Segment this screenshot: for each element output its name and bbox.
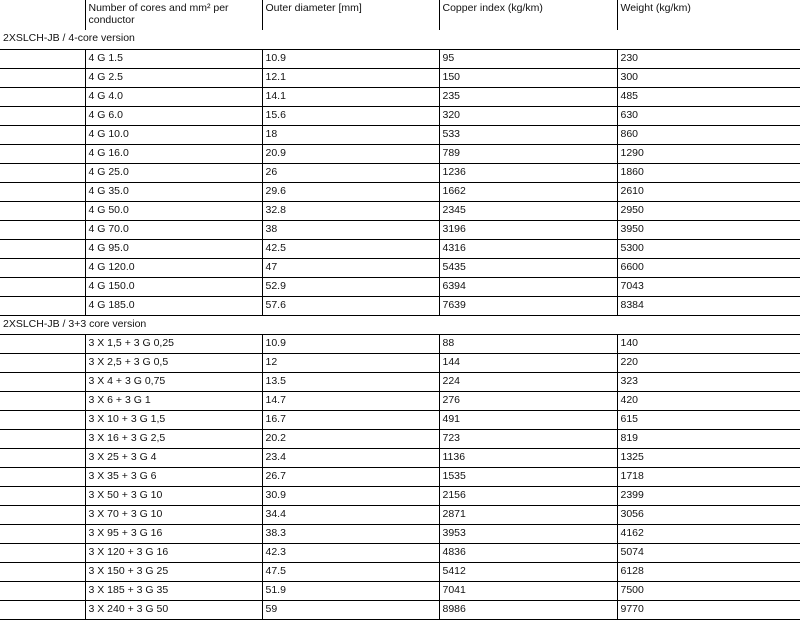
cell-weight: 230 (617, 49, 800, 68)
row-spacer (0, 277, 85, 296)
cell-copper-index: 144 (439, 353, 617, 372)
cell-copper-index: 6394 (439, 277, 617, 296)
row-spacer (0, 258, 85, 277)
cell-weight: 8384 (617, 296, 800, 315)
section-row (0, 30, 800, 49)
header-cores: Number of cores and mm² per conductor (85, 0, 262, 30)
row-spacer (0, 125, 85, 144)
cell-cores: 4 G 25.0 (85, 163, 262, 182)
cell-copper-index: 5412 (439, 562, 617, 581)
cell-outer-diameter: 23.4 (262, 448, 439, 467)
cell-weight: 1290 (617, 144, 800, 163)
table-row (0, 334, 800, 353)
cell-weight: 6128 (617, 562, 800, 581)
cell-weight: 9770 (617, 600, 800, 619)
row-spacer (0, 296, 85, 315)
cell-cores: 4 G 4.0 (85, 87, 262, 106)
cell-copper-index: 88 (439, 334, 617, 353)
table-row (0, 277, 800, 296)
row-spacer (0, 182, 85, 201)
cell-outer-diameter: 47.5 (262, 562, 439, 581)
cell-copper-index: 95 (439, 49, 617, 68)
cell-weight: 1718 (617, 467, 800, 486)
cell-copper-index: 320 (439, 106, 617, 125)
cell-copper-index: 235 (439, 87, 617, 106)
row-spacer (0, 391, 85, 410)
cell-outer-diameter: 26 (262, 163, 439, 182)
cell-weight: 630 (617, 106, 800, 125)
row-spacer (0, 486, 85, 505)
row-spacer (0, 144, 85, 163)
table-row (0, 239, 800, 258)
header-weight: Weight (kg/km) (617, 0, 800, 30)
cell-weight: 5074 (617, 543, 800, 562)
row-spacer (0, 334, 85, 353)
cell-cores: 4 G 2.5 (85, 68, 262, 87)
cell-weight: 3950 (617, 220, 800, 239)
header-outer-diameter: Outer diameter [mm] (262, 0, 439, 30)
cell-weight: 615 (617, 410, 800, 429)
cell-weight: 7043 (617, 277, 800, 296)
cell-cores: 3 X 120 + 3 G 16 (85, 543, 262, 562)
cell-outer-diameter: 14.7 (262, 391, 439, 410)
cell-outer-diameter: 20.9 (262, 144, 439, 163)
row-spacer (0, 353, 85, 372)
table-row (0, 543, 800, 562)
cell-copper-index: 7041 (439, 581, 617, 600)
cell-outer-diameter: 38.3 (262, 524, 439, 543)
table-row (0, 258, 800, 277)
cell-weight: 1860 (617, 163, 800, 182)
cell-weight: 6600 (617, 258, 800, 277)
table-row (0, 87, 800, 106)
cell-cores: 3 X 16 + 3 G 2,5 (85, 429, 262, 448)
cell-cores: 3 X 1,5 + 3 G 0,25 (85, 334, 262, 353)
cell-weight: 4162 (617, 524, 800, 543)
cell-weight: 819 (617, 429, 800, 448)
cell-cores: 4 G 150.0 (85, 277, 262, 296)
cell-outer-diameter: 38 (262, 220, 439, 239)
cell-cores: 4 G 16.0 (85, 144, 262, 163)
cell-copper-index: 2156 (439, 486, 617, 505)
cell-outer-diameter: 52.9 (262, 277, 439, 296)
cell-outer-diameter: 59 (262, 600, 439, 619)
cell-copper-index: 276 (439, 391, 617, 410)
cell-weight: 323 (617, 372, 800, 391)
cell-weight: 140 (617, 334, 800, 353)
cell-cores: 3 X 10 + 3 G 1,5 (85, 410, 262, 429)
cell-outer-diameter: 18 (262, 125, 439, 144)
cell-copper-index: 7639 (439, 296, 617, 315)
table-row (0, 49, 800, 68)
table-row (0, 144, 800, 163)
row-spacer (0, 505, 85, 524)
row-spacer (0, 220, 85, 239)
row-spacer (0, 106, 85, 125)
row-spacer (0, 600, 85, 619)
table-row (0, 106, 800, 125)
cell-outer-diameter: 10.9 (262, 334, 439, 353)
cell-copper-index: 1136 (439, 448, 617, 467)
cell-copper-index: 789 (439, 144, 617, 163)
header-spacer (0, 0, 85, 30)
table-row (0, 296, 800, 315)
cell-weight: 860 (617, 125, 800, 144)
cell-copper-index: 1236 (439, 163, 617, 182)
cell-outer-diameter: 12.1 (262, 68, 439, 87)
table-row (0, 448, 800, 467)
cell-cores: 3 X 70 + 3 G 10 (85, 505, 262, 524)
row-spacer (0, 239, 85, 258)
cell-copper-index: 150 (439, 68, 617, 87)
row-spacer (0, 68, 85, 87)
cell-weight: 2610 (617, 182, 800, 201)
cell-copper-index: 3953 (439, 524, 617, 543)
table-row (0, 391, 800, 410)
row-spacer (0, 410, 85, 429)
cell-copper-index: 1535 (439, 467, 617, 486)
cell-outer-diameter: 14.1 (262, 87, 439, 106)
table-row (0, 562, 800, 581)
cell-outer-diameter: 30.9 (262, 486, 439, 505)
section-title: 2XSLCH-JB / 4-core version (0, 30, 800, 49)
table-row (0, 600, 800, 619)
cell-outer-diameter: 51.9 (262, 581, 439, 600)
cell-cores: 3 X 150 + 3 G 25 (85, 562, 262, 581)
cell-outer-diameter: 10.9 (262, 49, 439, 68)
cell-copper-index: 8986 (439, 600, 617, 619)
cell-weight: 420 (617, 391, 800, 410)
table-row (0, 429, 800, 448)
cell-cores: 4 G 70.0 (85, 220, 262, 239)
cell-copper-index: 4836 (439, 543, 617, 562)
cell-copper-index: 491 (439, 410, 617, 429)
cell-weight: 300 (617, 68, 800, 87)
cell-cores: 3 X 6 + 3 G 1 (85, 391, 262, 410)
row-spacer (0, 581, 85, 600)
cell-weight: 220 (617, 353, 800, 372)
cell-cores: 4 G 120.0 (85, 258, 262, 277)
row-spacer (0, 562, 85, 581)
table-row (0, 505, 800, 524)
cell-cores: 3 X 240 + 3 G 50 (85, 600, 262, 619)
cell-copper-index: 2871 (439, 505, 617, 524)
cell-copper-index: 224 (439, 372, 617, 391)
section-title: 2XSLCH-JB / 3+3 core version (0, 315, 800, 334)
cell-cores: 4 G 6.0 (85, 106, 262, 125)
cell-outer-diameter: 42.5 (262, 239, 439, 258)
cell-copper-index: 5435 (439, 258, 617, 277)
cell-weight: 2399 (617, 486, 800, 505)
cell-weight: 485 (617, 87, 800, 106)
table-row (0, 372, 800, 391)
table-row (0, 353, 800, 372)
cell-outer-diameter: 29.6 (262, 182, 439, 201)
cell-cores: 4 G 1.5 (85, 49, 262, 68)
row-spacer (0, 448, 85, 467)
cell-cores: 3 X 185 + 3 G 35 (85, 581, 262, 600)
cell-outer-diameter: 47 (262, 258, 439, 277)
cell-outer-diameter: 26.7 (262, 467, 439, 486)
cell-weight: 1325 (617, 448, 800, 467)
cell-cores: 3 X 50 + 3 G 10 (85, 486, 262, 505)
row-spacer (0, 49, 85, 68)
table-row (0, 125, 800, 144)
cell-weight: 7500 (617, 581, 800, 600)
row-spacer (0, 429, 85, 448)
row-spacer (0, 543, 85, 562)
cell-cores: 3 X 4 + 3 G 0,75 (85, 372, 262, 391)
table-row (0, 486, 800, 505)
table-row (0, 201, 800, 220)
row-spacer (0, 467, 85, 486)
cell-copper-index: 533 (439, 125, 617, 144)
table-row (0, 410, 800, 429)
cell-cores: 3 X 35 + 3 G 6 (85, 467, 262, 486)
cell-outer-diameter: 42.3 (262, 543, 439, 562)
cell-cores: 4 G 35.0 (85, 182, 262, 201)
cell-cores: 4 G 10.0 (85, 125, 262, 144)
table-row (0, 467, 800, 486)
row-spacer (0, 87, 85, 106)
cell-cores: 3 X 2,5 + 3 G 0,5 (85, 353, 262, 372)
cell-outer-diameter: 13.5 (262, 372, 439, 391)
cell-outer-diameter: 57.6 (262, 296, 439, 315)
cell-outer-diameter: 34.4 (262, 505, 439, 524)
header-copper-index: Copper index (kg/km) (439, 0, 617, 30)
cell-cores: 4 G 50.0 (85, 201, 262, 220)
cell-outer-diameter: 16.7 (262, 410, 439, 429)
cell-weight: 3056 (617, 505, 800, 524)
table-row (0, 182, 800, 201)
row-spacer (0, 201, 85, 220)
header-row (0, 0, 800, 30)
cell-cores: 3 X 95 + 3 G 16 (85, 524, 262, 543)
cell-copper-index: 4316 (439, 239, 617, 258)
row-spacer (0, 524, 85, 543)
table-row (0, 163, 800, 182)
cell-cores: 4 G 95.0 (85, 239, 262, 258)
row-spacer (0, 372, 85, 391)
table-row (0, 220, 800, 239)
cell-weight: 5300 (617, 239, 800, 258)
cell-cores: 3 X 25 + 3 G 4 (85, 448, 262, 467)
cell-copper-index: 2345 (439, 201, 617, 220)
table-row (0, 68, 800, 87)
section-row (0, 315, 800, 334)
cell-copper-index: 3196 (439, 220, 617, 239)
cell-outer-diameter: 32.8 (262, 201, 439, 220)
row-spacer (0, 163, 85, 182)
table-row (0, 581, 800, 600)
cell-cores: 4 G 185.0 (85, 296, 262, 315)
cell-weight: 2950 (617, 201, 800, 220)
table-row (0, 524, 800, 543)
cell-outer-diameter: 12 (262, 353, 439, 372)
cell-outer-diameter: 20.2 (262, 429, 439, 448)
cell-copper-index: 1662 (439, 182, 617, 201)
cell-outer-diameter: 15.6 (262, 106, 439, 125)
cell-copper-index: 723 (439, 429, 617, 448)
